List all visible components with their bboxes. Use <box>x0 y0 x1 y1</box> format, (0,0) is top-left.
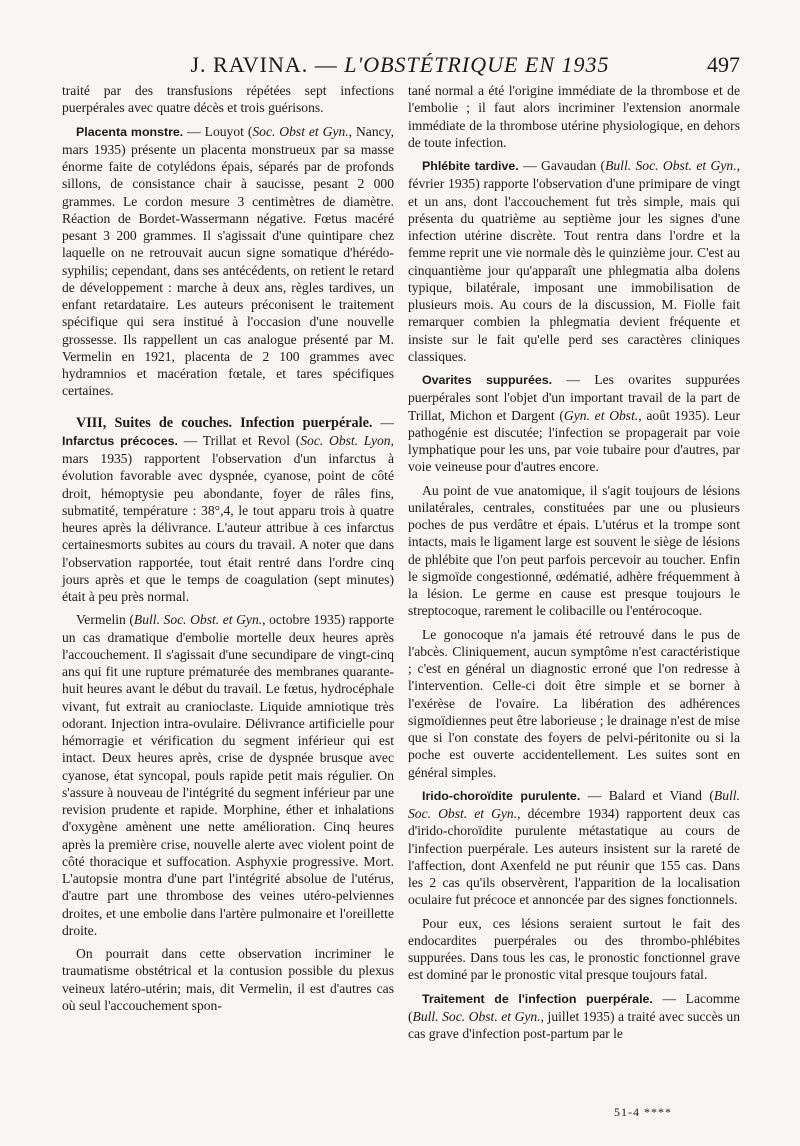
citation: Bull. Soc. Obst. et Gyn. <box>133 612 263 628</box>
paragraph-pronostic: Pour eux, ces lésions seraient surtout le fait des endocardites puerpérales ou des thrombo-phlébites suppurées. Dans tous les cas, le pronostic fonctionnel grave est dominé par le pronostic vital presque toujours fatal. <box>408 915 740 983</box>
paragraph-thrombose: tané normal a été l'origine immédiate de la thrombose et de l'embolie ; il faut alors incriminer l'extension anormale immédiate de la thrombose utérine physiologique, en dehors de toute infection. <box>408 83 740 150</box>
paragraph-traitement: Traitement de l'infection puerpérale. — Lacomme (Bull. Soc. Obst. et Gyn., juillet 1935) a traité avec succès un cas grave d'infection post-partum par le <box>408 990 741 1041</box>
running-title-author: J. RAVINA. — <box>190 52 345 77</box>
section-heading-suites-de-couches: VIII, Suites de couches. Infection puerpérale. <box>76 414 373 431</box>
printer-signature: 51-4 **** <box>614 1105 672 1119</box>
citation: Soc. Obst. Lyon <box>300 432 391 448</box>
running-head <box>60 50 740 82</box>
right-column <box>408 82 740 1048</box>
citation: Bull. Soc. Obst. et Gyn. <box>408 787 740 821</box>
keyword-infarctus-precoces: Infarctus précoces. <box>62 433 178 448</box>
section-viii: VIII, Suites de couches. Infection puerpérale. — Infarctus précoces. — Trillat et Revol (Soc. Obst. Lyon, mars 1935) rapportent l'observation d'un infarctus à évolution favorable avec dyspnée, cyanose, point de côté droit, hémoptysie peu abondante, foyer de râles fins, submatité, température : 38°,4, le tout apparu trois à quatre heures après la délivrance. L'auteur attribue à ces infarctus certainesmorts subites au cours du travail. A noter que dans l'observation rapportée, tout était rentré dans l'ordre cinq jours après et que le temps de coagulation (sept minutes) était à peu près normal. <box>62 414 394 604</box>
keyword-traitement-infection: Traitement de l'infection puerpérale. <box>422 991 653 1006</box>
left-column <box>62 82 394 1020</box>
paragraph-ovarites-suppurees: Ovarites suppurées. — Les ovarites suppurées puerpérales sont l'objet d'un important travail de la part de Trillat, Michon et Dargent (Gyn. et Obst., août 1935). Leur pathogénie est discutée; l'infection se propagerait par voie lymphatique pour les uns, par voie tubaire pour d'autres, par voie veineuse pour d'autres encore. <box>408 372 740 475</box>
keyword-irido-choroidite: Irido-choroïdite purulente. <box>422 788 581 803</box>
keyword-ovarites-suppurees: Ovarites suppurées. <box>422 373 553 387</box>
paragraph-gonocoque: Le gonocoque n'a jamais été retrouvé dans le pus de l'abcès. Cliniquement, aucun symptôme n'est caractéristique ; c'est en général un diagnostic erroné que l'on redresse à l'intervention. Celle-ci doit être simple et se borner à l'exérèse de l'ovaire. La libération des adhérences sigmoïdiennes peut être laborieuse ; le drainage n'est de mise que si l'on constate des foyers de pelvi-péritonite ou si la poche est ouverte accidentellement. Les suites sont en général simples. <box>408 626 740 780</box>
paragraph-irido-choroidite: Irido-choroïdite purulente. — Balard et Viand (Bull. Soc. Obst. et Gyn., décembre 1934) rapportent deux cas d'irido-choroïdite purulente métastatique au cours de l'infection puerpérale. Les auteurs insistent sur la rareté de l'affection, dont Axenfeld ne put réunir que 155 cas. Dans les 2 cas qu'ils observèrent, l'apparition de la localisation oculaire fut précoce et annoncée par des signes fonctionnels. <box>408 787 740 908</box>
paragraph-traumatisme: On pourrait dans cette observation incriminer le traumatisme obstétrical et la contusion possible du plexus veineux latéro-utérin; mais, dit Vermelin, il est d'autres cas où seul l'accouchement spon- <box>62 946 394 1013</box>
paragraph-vermelin-embolie: Vermelin (Bull. Soc. Obst. et Gyn., octobre 1935) rapporte un cas dramatique d'embolie mortelle deux heures après l'accouchement. Il s'agissait d'une secundipare de vingt-cinq ans qui fit une rupture prématurée des membranes quarante-huit heures avant le début du travail. Le fœtus, hydrocéphale vivant, fut extrait au cranioclaste. Liquide amniotique très odorant. Injection intra-ovulaire. Délivrance artificielle pour hémorragie et vérification du segment inférieur qui est intact. Deux heures après, crise de dyspnée brusque avec cyanose, état syncopal, pouls rapide petit mais régulier. On s'assure à nouveau de l'intégrité du segment inférieur par une revision prudente et rapide. Morphine, éther et inhalations d'oxygène amènent une nette amélioration. Cinq heures après la première crise, nouvelle alerte avec violent point de côté thoracique et suffocation. Asphyxie progressive. Mort. L'autopsie montra d'une part l'intégrité absolue de l'utérus, d'autre part une thrombose des veines utéro-pelviennes droites, et une embolie dans l'artère pulmonaire et l'oreillette droite. <box>62 612 395 938</box>
paragraph-placenta-monstre: Placenta monstre. — Louyot (Soc. Obst et Gyn., Nancy, mars 1935) présente un placenta monstrueux par sa masse énorme faite de cotylédons épais, séparés par de profonds sillons, de consistance chair à saucisse, pesant 2 000 grammes. Le cordon mesure 3 centimètres de diamètre. Réaction de Bordet-Wassermann négative. Fœtus macéré pesant 3 200 grammes. Il s'agissait d'une quintipare chez laquelle on ne retrouvait aucun signe somatique d'hérédo-syphilis; cependant, dans ses antécédents, on retient le retard de développement : marche à deux ans, règles tardives, un enfant retardataire. Les auteurs préconisent le traitement spécifique qui sera institué à l'occasion d'une nouvelle grossesse. Ils rappellent un cas analogue présenté par M. Vermelin en 1921, placenta de 2 100 grammes avec hydramnios et macération fœtale, et tares spécifiques certaines. <box>62 123 394 399</box>
citation: Bull. Soc. Obst. et Gyn. <box>605 158 737 173</box>
citation: Gyn. et Obst. <box>563 407 639 423</box>
keyword-phlebite-tardive: Phlébite tardive. <box>422 159 519 173</box>
citation: Bull. Soc. Obst. et Gyn. <box>412 1008 541 1024</box>
keyword-placenta-monstre: Placenta monstre. <box>76 124 184 139</box>
citation: Soc. Obst et Gyn. <box>252 123 349 139</box>
running-title-subject: L'OBSTÉTRIQUE EN 1935 <box>344 52 610 77</box>
running-title <box>60 52 740 78</box>
paragraph-transfusions: traité par des transfusions répétées sept infections puerpérales avec quatre décès et trois guérisons. <box>62 83 394 116</box>
page-number: 497 <box>707 52 740 77</box>
paragraph-phlebite-tardive: Phlébite tardive. — Gavaudan (Bull. Soc. Obst. et Gyn., février 1935) rapporte l'observation d'une primipare de vingt et un ans, dont l'accouchement fut très simple, mais qui présenta du quatrième au septième jour les signes d'une infection utérine discrète. Tout rentra dans l'ordre et la femme reprit une vie normale dès le quinzième jour. C'est au cinquantième jour qu'apparaît une phlegmatia alba dolens typique, bilatérale, imposant une immobilisation de plusieurs mois. Au cours de la discussion, M. Fiolle fait remarquer combien la phlegmatia devient fréquente et insiste sur le fait qu'elle perd ses caractères cliniques classiques. <box>408 158 741 364</box>
paragraph-anatomie: Au point de vue anatomique, il s'agit toujours de lésions unilatérales, centrales, constituées par une ou plusieurs poches de pus verdâtre et épais. L'utérus et la trompe sont intacts, mais le ligament large est souvent le siège de lésions de phlébite que l'on peut parfois percevoir au toucher. Enfin le sigmoïde congestionné, œdématié, adhère fréquemment à la lésion. Le germe en cause est presque toujours le streptocoque, rarement le colibacille ou l'entérocoque. <box>408 482 740 619</box>
